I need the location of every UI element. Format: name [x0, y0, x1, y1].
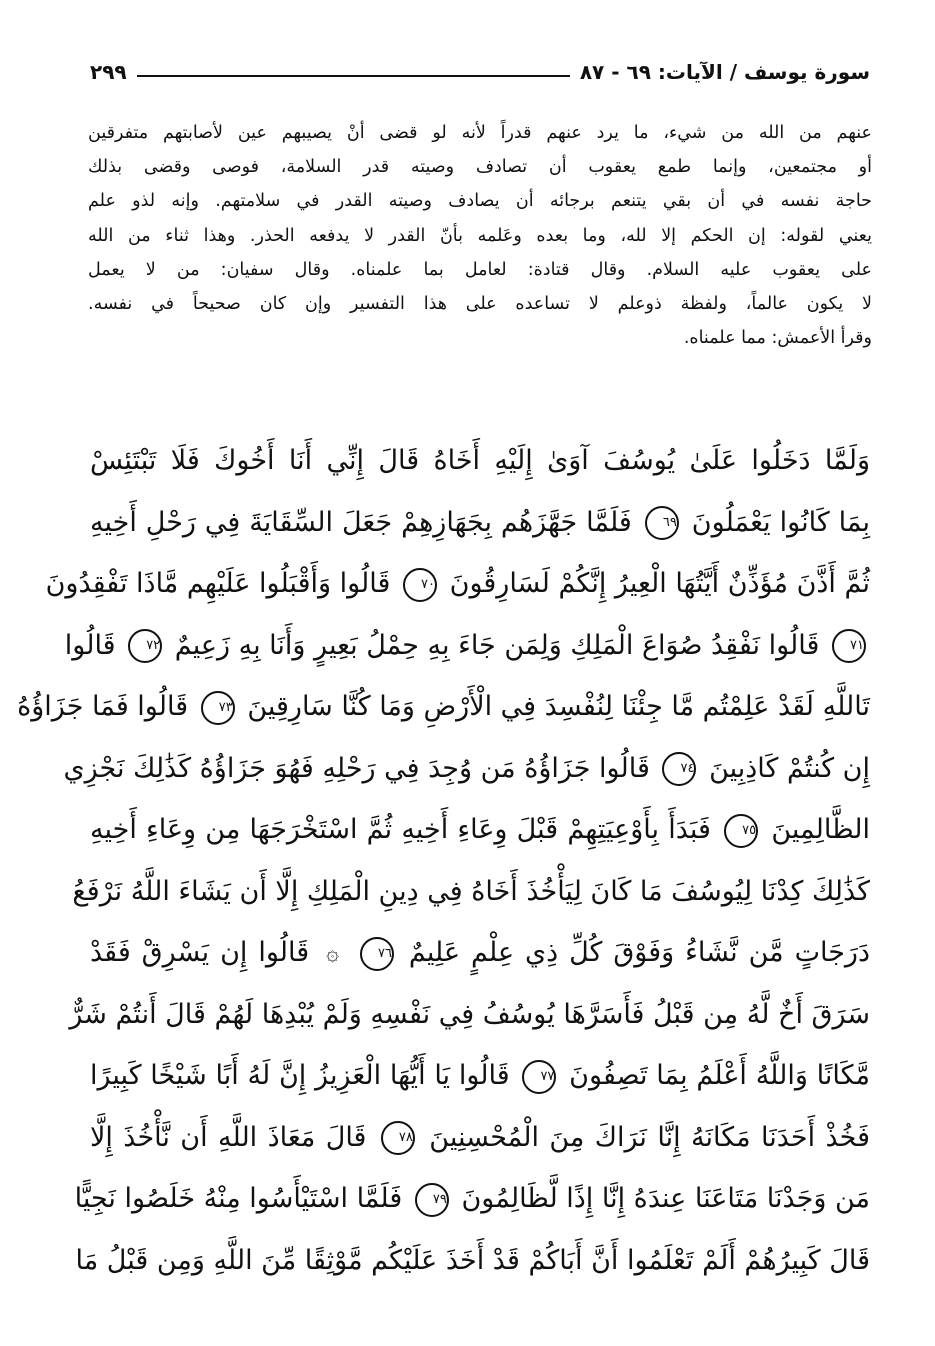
- commentary-line: على يعقوب عليه السلام. وقال قتادة: لعامل بما علمناه. وقال سفيان: من لا يعمل: [88, 259, 872, 280]
- verse-text: قَالُوا: [64, 629, 116, 661]
- verse-line: [75, 1230, 870, 1292]
- hizb-marker-icon: ۞: [326, 940, 340, 966]
- ayah-number-marker: ٦٩: [645, 506, 679, 540]
- verse-text: قَالَ كَبِيرُهُمْ أَلَمْ تَعْلَمُوا أَنَّ أَبَاكُمْ قَدْ أَخَذَ عَلَيْكُم مَّوْثِقًا مِّنَ اللَّهِ وَمِن قَبْلُ مَا: [75, 1244, 870, 1276]
- verse-line: [90, 799, 870, 861]
- verse-text: بِمَا كَانُوا يَعْمَلُونَ: [691, 506, 870, 538]
- verse-text: دَرَجَاتٍ مَّن نَّشَاءُ وَفَوْقَ كُلِّ ذِي عِلْمٍ عَلِيمٌ: [408, 937, 870, 968]
- verse-text: قَالَ مَعَاذَ اللَّهِ أَن نَّأْخُذَ إِلَّا: [90, 1121, 367, 1153]
- verse-text: كَذَٰلِكَ كِدْنَا لِيُوسُفَ مَا كَانَ لِيَأْخُذَ أَخَاهُ فِي دِينِ الْمَلِكِ إِلَّا أَن يَشَاءَ اللَّهُ نَرْفَعُ: [72, 875, 870, 907]
- verse-text: قَالُوا وَأَقْبَلُوا عَلَيْهِم مَّاذَا تَفْقِدُونَ: [45, 568, 391, 599]
- verse-line: [90, 492, 870, 554]
- verse-text: مَن وَجَدْنَا مَتَاعَنَا عِندَهُ إِنَّا إِذًا لَّظَالِمُونَ: [461, 1183, 870, 1214]
- verse-line: [90, 430, 870, 492]
- ayah-number-marker: ٧٠: [403, 568, 437, 602]
- ayah-number-marker: ٧٦: [360, 937, 394, 971]
- verse-line: [90, 1107, 870, 1169]
- ayah-number-marker: ٧٤: [662, 752, 696, 786]
- commentary-line: وقرأ الأعمش: مما علمناه.: [683, 328, 872, 349]
- surah-title: سورة يوسف / الآيات: ٦٩ - ٨٧: [579, 60, 870, 84]
- verse-text: فَلَمَّا اسْتَيْأَسُوا مِنْهُ خَلَصُوا نَجِيًّا: [74, 1183, 403, 1214]
- verse-text: ثُمَّ أَذَّنَ مُؤَذِّنٌ أَيَّتُهَا الْعِيرُ إِنَّكُمْ لَسَارِقُونَ: [449, 568, 870, 599]
- verse-text: قَالُوا يَا أَيُّهَا الْعَزِيزُ إِنَّ لَهُ أَبًا شَيْخًا كَبِيرًا: [90, 1060, 510, 1091]
- commentary-line: يعني لقوله: إن الحكم إلا لله، وما بعده وعَلمه بأنّ القدر لا يدفعه الحذر. وهذا ثناء من الله: [88, 225, 872, 246]
- verse-line: [90, 1045, 870, 1107]
- verse-text: فَلَمَّا جَهَّزَهُم بِجَهَازِهِمْ جَعَلَ السِّقَايَةَ فِي رَحْلِ أَخِيهِ: [90, 506, 632, 538]
- quran-verses-block: [17, 430, 870, 1291]
- commentary-line: عنهم من الله من شيء، ما يرد عنهم قدراً لأنه لو قضى أنْ يصيبهم عين لأصابتهم متفرقين: [88, 123, 872, 143]
- verse-line: [69, 984, 870, 1046]
- ayah-number-marker: ٧٢: [128, 629, 162, 663]
- commentary-line: حاجة نفسه في أن بقي يتنعم برجائه أن يصادف وصيته القدر في سلامتهم. وإنه لذو علم: [88, 191, 872, 212]
- verse-text: تَاللَّهِ لَقَدْ عَلِمْتُم مَّا جِئْنَا لِنُفْسِدَ فِي الْأَرْضِ وَمَا كُنَّا سَارِقِينَ: [247, 691, 870, 722]
- ayah-number-marker: ٧١: [832, 629, 866, 663]
- verse-line: [90, 922, 870, 984]
- verse-text: قَالُوا جَزَاؤُهُ مَن وُجِدَ فِي رَحْلِهِ فَهُوَ جَزَاؤُهُ كَذَٰلِكَ نَجْزِي: [63, 752, 650, 784]
- page-number: ٢٩٩: [90, 60, 127, 84]
- verse-line: [72, 861, 870, 923]
- verse-text: فَخُذْ أَحَدَنَا مَكَانَهُ إِنَّا نَرَاكَ مِنَ الْمُحْسِنِينَ: [429, 1121, 870, 1153]
- verse-line: [45, 553, 870, 615]
- verse-line: [17, 676, 870, 738]
- ayah-number-marker: ٧٥: [724, 814, 758, 848]
- verse-line: [74, 1168, 870, 1230]
- verse-text: قَالُوا إِن يَسْرِقْ فَقَدْ: [90, 937, 310, 968]
- verse-line: [64, 615, 870, 677]
- verse-line: [63, 738, 870, 800]
- commentary-line: لا يكون عالماً، ولفظة ذوعلم لا تساعده على هذا التفسير وإن كان صحيحاً في نفسه.: [88, 293, 872, 314]
- verse-text: إِن كُنتُمْ كَاذِبِينَ: [709, 752, 870, 784]
- ayah-number-marker: ٧٨: [381, 1121, 415, 1155]
- verse-text: قَالُوا فَمَا جَزَاؤُهُ: [17, 691, 189, 722]
- verse-text: فَبَدَأَ بِأَوْعِيَتِهِمْ قَبْلَ وِعَاءِ أَخِيهِ ثُمَّ اسْتَخْرَجَهَا مِن وِعَاءِ أَخِيهِ: [90, 814, 711, 845]
- verse-text: الظَّالِمِينَ: [771, 814, 870, 845]
- verse-text: سَرَقَ أَخٌ لَّهُ مِن قَبْلُ فَأَسَرَّهَا يُوسُفُ فِي نَفْسِهِ وَلَمْ يُبْدِهَا لَهُمْ قَالَ أَنتُمْ شَرٌّ: [69, 998, 870, 1030]
- ayah-number-marker: ٧٣: [201, 691, 235, 725]
- commentary-block: [88, 116, 872, 355]
- ayah-number-marker: ٧٧: [522, 1060, 556, 1094]
- header-rule: [137, 75, 570, 77]
- commentary-line: أو مجتمعين، وإنما طمع يعقوب أن تصادف وصيته قدر السلامة، فوصى وقضى بذلك: [88, 157, 872, 178]
- page-header: [90, 54, 870, 90]
- verse-text: وَلَمَّا دَخَلُوا عَلَىٰ يُوسُفَ آوَىٰ إِلَيْهِ أَخَاهُ قَالَ إِنِّي أَنَا أَخُوكَ فَلَا تَبْتَئِسْ: [90, 445, 870, 476]
- ayah-number-marker: ٧٩: [415, 1183, 449, 1217]
- verse-text: مَّكَانًا وَاللَّهُ أَعْلَمُ بِمَا تَصِفُونَ: [569, 1060, 870, 1091]
- verse-text: قَالُوا نَفْقِدُ صُوَاعَ الْمَلِكِ وَلِمَن جَاءَ بِهِ حِمْلُ بَعِيرٍ وَأَنَا بِهِ زَعِيمٌ: [174, 629, 820, 661]
